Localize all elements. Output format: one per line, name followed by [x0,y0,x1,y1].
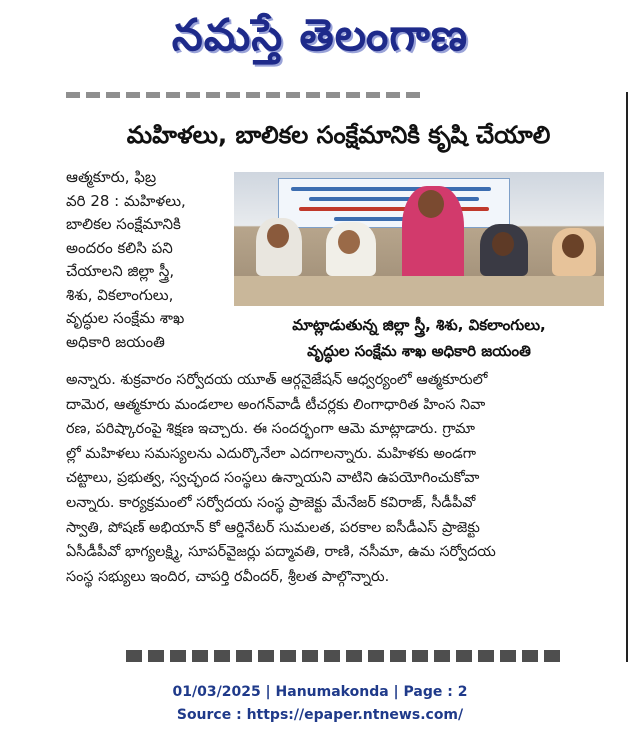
article-clipping [66,92,628,662]
dais-table [234,276,604,306]
body-line: అన్నారు. శుక్రవారం సర్వోదయ యూత్ ఆర్గనైజేషన్ ఆధ్వర్యంలో ఆత్మకూరులో [66,372,488,388]
article-photo [234,172,604,306]
intro-line: ఆత్మకూరు, ఫిబ్ర [66,168,157,186]
intro-line: అధికారి జయంతి [66,332,165,351]
article-headline: మహిళలు, బాలికల సంక్షేమానికి కృషి చేయాలి [126,121,551,149]
intro-line: అందరం కలిసి పని [66,238,173,257]
body-line: దామెర, ఆత్మకూరు మండలాల అంగన్‌వాడీ టీచర్లకు లింగాధారిత హింస నివా [66,396,486,413]
body-line: ఏసీడీపీవో భాగ్యలక్ష్మి, సూపర్‌వైజర్లు పద్మావతి, రాణి, నసీమా, ఉమ సర్వోదయ [66,544,496,561]
photo-caption [234,312,604,364]
intro-line: చేయాలని జిల్లా స్త్రీ, [66,262,175,280]
intro-line: శిశు, వికలాంగులు, [66,285,174,304]
caption-line: వృద్ధుల సంక్షేమ శాఖ అధికారి జయంతి [307,342,531,360]
body-line: రణ, పరిష్కారంపై శిక్షణ ఇచ్చారు. ఈ సందర్భంగా ఆమె మాట్లాడారు. గ్రామా [66,421,475,438]
newspaper-masthead: నమస్తే తెలంగాణ [171,10,469,61]
body-line: చట్టాలు, ప్రభుత్వ, స్వచ్ఛంద సంస్థలు ఉన్నాయని వాటిని ఉపయోగించుకోవా [66,470,480,487]
body-line: సంస్థ సభ్యులు ఇందిర, చాపర్తి రవీందర్, శ్రీలత పాల్గొన్నారు. [66,568,390,585]
intro-line: బాలికల సంక్షేమానికి [66,215,181,233]
body-line: ల్లో మహిళలు సమస్యలను ఎదుర్కొనేలా ఎదగాలన్నారు. మహిళకు అండగా [66,445,477,462]
next-article-cut-headline [126,650,566,662]
intro-line: వరి 28 : మహిళలు, [66,191,186,210]
body-line: స్వాతి, పోషణ్ అభియాన్ కో ఆర్డినేటర్ సుమలత, పరకాల ఐసీడీఎస్ ప్రాజెక్టు [66,519,480,536]
previous-article-cut-text [66,92,426,104]
footer-date-edition: 01/03/2025 | Hanumakonda | Page : 2 [172,684,468,700]
caption-line: మాట్లాడుతున్న జిల్లా స్త్రీ, శిశు, వికలాంగులు, [292,316,546,334]
body-line: లన్నారు. కార్యక్రమంలో సర్వోదయ సంస్థ ప్రాజెక్టు మేనేజర్ కవిరాజ్, సీడీపీవో [66,494,476,511]
article-body [66,368,611,589]
event-banner [278,178,510,228]
footer-source: Source : https://epaper.ntnews.com/ [176,707,464,723]
intro-line: వృద్ధుల సంక్షేమ శాఖ [66,309,185,327]
article-intro-column [66,166,218,354]
